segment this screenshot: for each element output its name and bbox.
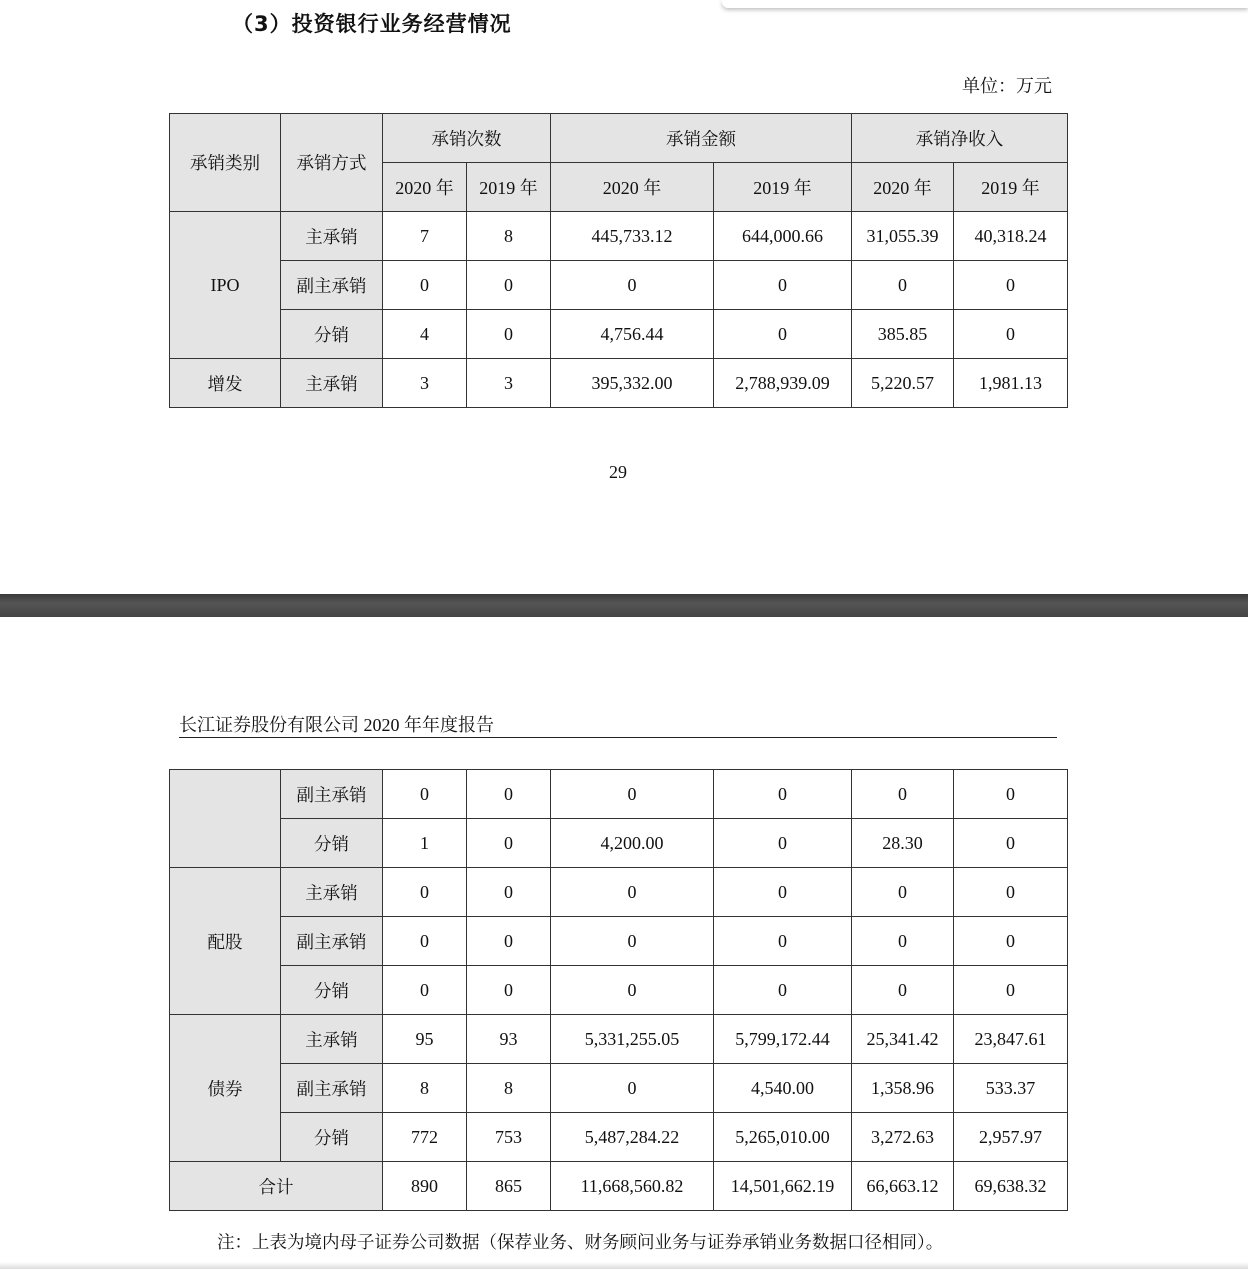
method-cell: 副主承销: [281, 917, 383, 966]
value-cell: 0: [467, 966, 551, 1015]
value-cell: 0: [467, 868, 551, 917]
method-cell: 分销: [281, 966, 383, 1015]
value-cell: 3: [383, 359, 467, 408]
value-cell: 0: [954, 261, 1068, 310]
value-cell: 8: [467, 212, 551, 261]
value-cell: 93: [467, 1015, 551, 1064]
value-cell: 11,668,560.82: [551, 1162, 714, 1211]
value-cell: 0: [551, 770, 714, 819]
value-cell: 0: [551, 966, 714, 1015]
document-page-2: [0, 617, 1248, 1269]
category-zengfa: 增发: [170, 359, 281, 408]
value-cell: 0: [551, 868, 714, 917]
value-cell: 644,000.66: [714, 212, 852, 261]
value-cell: 3: [467, 359, 551, 408]
page-number: 29: [609, 462, 627, 482]
value-cell: 7: [383, 212, 467, 261]
category-zengfa-cont: [170, 770, 281, 868]
header-income-2020: 2020 年: [852, 163, 954, 212]
overlay-panel-edge: [722, 0, 1248, 8]
category-ipo: IPO: [170, 212, 281, 359]
total-row: [170, 1162, 1068, 1211]
value-cell: 8: [467, 1064, 551, 1113]
value-cell: 0: [714, 868, 852, 917]
header-method: 承销方式: [281, 114, 383, 212]
method-cell: 主承销: [281, 1015, 383, 1064]
value-cell: 0: [954, 819, 1068, 868]
method-cell: 主承销: [281, 359, 383, 408]
method-cell: 副主承销: [281, 1064, 383, 1113]
underwriting-table-part1: [169, 113, 1068, 408]
method-cell: 副主承销: [281, 261, 383, 310]
value-cell: 0: [714, 261, 852, 310]
value-cell: 0: [467, 917, 551, 966]
value-cell: 1: [383, 819, 467, 868]
report-running-header: 长江证券股份有限公司 2020 年年度报告: [179, 711, 1057, 738]
section-heading: （3）投资银行业务经营情况: [232, 12, 512, 36]
value-cell: 865: [467, 1162, 551, 1211]
value-cell: 8: [383, 1064, 467, 1113]
header-count-2019: 2019 年: [467, 163, 551, 212]
value-cell: 0: [714, 310, 852, 359]
value-cell: 0: [954, 917, 1068, 966]
table-footnote: 注：上表为境内母子证券公司数据（保荐业务、财务顾问业务与证券承销业务数据口径相同）。: [217, 1233, 944, 1253]
method-cell: 分销: [281, 819, 383, 868]
value-cell: 3,272.63: [852, 1113, 954, 1162]
value-cell: 0: [467, 819, 551, 868]
value-cell: 31,055.39: [852, 212, 954, 261]
value-cell: 0: [714, 966, 852, 1015]
category-bond: 债券: [170, 1015, 281, 1162]
value-cell: 25,341.42: [852, 1015, 954, 1064]
page-separator: [0, 594, 1248, 617]
value-cell: 0: [954, 770, 1068, 819]
header-row-1: [170, 114, 1068, 163]
value-cell: 5,487,284.22: [551, 1113, 714, 1162]
value-cell: 0: [467, 310, 551, 359]
table-row: [170, 868, 1068, 917]
table-row: [170, 966, 1068, 1015]
value-cell: 0: [852, 770, 954, 819]
table-row: [170, 1015, 1068, 1064]
value-cell: 0: [852, 966, 954, 1015]
value-cell: 0: [551, 261, 714, 310]
document-page-1: [0, 0, 1248, 594]
method-cell: 分销: [281, 1113, 383, 1162]
value-cell: 890: [383, 1162, 467, 1211]
value-cell: 4,756.44: [551, 310, 714, 359]
table-row: [170, 770, 1068, 819]
header-income-2019: 2019 年: [954, 163, 1068, 212]
value-cell: 40,318.24: [954, 212, 1068, 261]
value-cell: 1,358.96: [852, 1064, 954, 1113]
value-cell: 533.37: [954, 1064, 1068, 1113]
table-row: [170, 212, 1068, 261]
value-cell: 0: [383, 770, 467, 819]
value-cell: 0: [852, 261, 954, 310]
value-cell: 5,220.57: [852, 359, 954, 408]
header-amount: 承销金额: [551, 114, 852, 163]
value-cell: 0: [954, 868, 1068, 917]
table-row: [170, 1113, 1068, 1162]
unit-label: 单位：万元: [962, 76, 1052, 97]
header-amount-2019: 2019 年: [714, 163, 852, 212]
value-cell: 772: [383, 1113, 467, 1162]
value-cell: 0: [383, 261, 467, 310]
value-cell: 5,331,255.05: [551, 1015, 714, 1064]
value-cell: 28.30: [852, 819, 954, 868]
value-cell: 0: [714, 917, 852, 966]
header-count-2020: 2020 年: [383, 163, 467, 212]
value-cell: 0: [467, 770, 551, 819]
value-cell: 2,957.97: [954, 1113, 1068, 1162]
method-cell: 主承销: [281, 212, 383, 261]
underwriting-table-part2: [169, 769, 1068, 1211]
value-cell: 5,799,172.44: [714, 1015, 852, 1064]
category-peigu: 配股: [170, 868, 281, 1015]
table-row: [170, 917, 1068, 966]
value-cell: 0: [852, 917, 954, 966]
value-cell: 0: [954, 966, 1068, 1015]
value-cell: 69,638.32: [954, 1162, 1068, 1211]
total-label: 合计: [170, 1162, 383, 1211]
table-row: [170, 261, 1068, 310]
value-cell: 5,265,010.00: [714, 1113, 852, 1162]
value-cell: 0: [383, 966, 467, 1015]
header-count: 承销次数: [383, 114, 551, 163]
method-cell: 主承销: [281, 868, 383, 917]
value-cell: 0: [954, 310, 1068, 359]
method-cell: 副主承销: [281, 770, 383, 819]
table-row: [170, 1064, 1068, 1113]
value-cell: 0: [714, 819, 852, 868]
value-cell: 4,200.00: [551, 819, 714, 868]
method-cell: 分销: [281, 310, 383, 359]
value-cell: 445,733.12: [551, 212, 714, 261]
value-cell: 753: [467, 1113, 551, 1162]
header-amount-2020: 2020 年: [551, 163, 714, 212]
value-cell: 0: [551, 917, 714, 966]
value-cell: 0: [714, 770, 852, 819]
value-cell: 95: [383, 1015, 467, 1064]
value-cell: 395,332.00: [551, 359, 714, 408]
value-cell: 0: [551, 1064, 714, 1113]
table-row: [170, 359, 1068, 408]
value-cell: 1,981.13: [954, 359, 1068, 408]
value-cell: 0: [383, 868, 467, 917]
value-cell: 0: [852, 868, 954, 917]
table-row: [170, 310, 1068, 359]
value-cell: 4,540.00: [714, 1064, 852, 1113]
value-cell: 23,847.61: [954, 1015, 1068, 1064]
value-cell: 385.85: [852, 310, 954, 359]
header-income: 承销净收入: [852, 114, 1068, 163]
header-category: 承销类别: [170, 114, 281, 212]
table-row: [170, 819, 1068, 868]
value-cell: 0: [383, 917, 467, 966]
value-cell: 4: [383, 310, 467, 359]
value-cell: 2,788,939.09: [714, 359, 852, 408]
value-cell: 0: [467, 261, 551, 310]
viewport-bottom-edge: [0, 1262, 1248, 1269]
value-cell: 66,663.12: [852, 1162, 954, 1211]
value-cell: 14,501,662.19: [714, 1162, 852, 1211]
